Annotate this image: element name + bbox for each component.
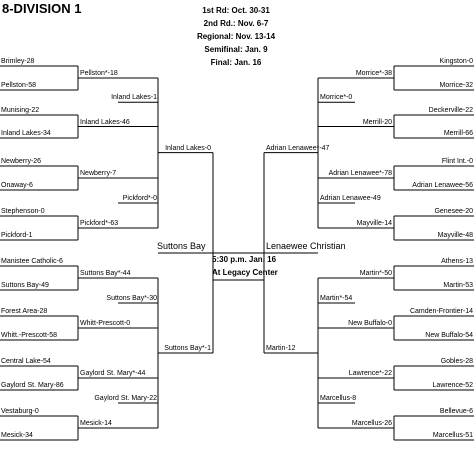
team-score: Manistee Catholic-6 (1, 258, 63, 265)
team-score: Merrill-20 (362, 118, 392, 126)
team-score: Athens-13 (441, 258, 473, 265)
team-score: Gaylord St. Mary-86 (1, 382, 64, 389)
team-score: Mesick-14 (80, 420, 112, 427)
final-venue: At Legacy Center (212, 268, 278, 277)
team-score: Pickford*-63 (80, 220, 119, 227)
division-title: 8-DIVISION 1 (2, 1, 82, 16)
team-score: Mayville-14 (356, 220, 392, 227)
team-score: Mayville-48 (437, 232, 473, 239)
team-score: Flint Int.-0 (441, 158, 473, 165)
team-score: Vestaburg-0 (1, 408, 39, 415)
team-score: Lawrence-52 (432, 382, 473, 389)
team-score: Marcellus-51 (432, 432, 473, 439)
team-score: Brimley-28 (1, 58, 35, 65)
team-score: Inland Lakes-46 (80, 118, 130, 126)
team-score: Camden-Frontier-14 (409, 308, 473, 315)
team-score: Gobles-28 (440, 358, 473, 365)
final-time: 5:30 p.m. Jan. 16 (212, 255, 277, 264)
team-score: Genesee-20 (434, 208, 473, 215)
team-score: Mesick-34 (1, 432, 33, 439)
team-score: Martin-12 (266, 345, 296, 352)
team-score: Newberry-7 (80, 170, 117, 177)
team-score: Martin*-54 (320, 295, 353, 302)
team-score: Inland Lakes-1 (111, 94, 157, 102)
team-score: Kingston-0 (439, 58, 473, 65)
team-score: Suttons Bay*-1 (164, 345, 211, 352)
team-score: Adrian Lenawee*-78 (328, 170, 392, 177)
team-score: Pickford*-0 (122, 195, 157, 202)
team-score: Onaway-6 (1, 182, 33, 189)
team-score: Morrice-32 (439, 82, 473, 89)
team-score: Pellston*-18 (80, 70, 118, 77)
team-score: Whitt-Prescott-0 (80, 320, 131, 327)
team-score: Merrill-66 (443, 130, 473, 137)
team-score: Morrice*-38 (355, 70, 392, 77)
team-score: Pickford-1 (1, 232, 33, 239)
team-score: Gaylord St. Mary-22 (94, 395, 157, 402)
team-score: Whitt.-Prescott-58 (1, 332, 58, 339)
team-score: Gaylord St. Mary*-44 (80, 370, 146, 377)
team-score: Martin*-50 (359, 270, 392, 277)
team-score: Pellston-58 (1, 82, 37, 89)
team-score: Morrice*-0 (320, 94, 353, 102)
team-score: Deckerville-22 (428, 107, 473, 114)
schedule-line: 1st Rd: Oct. 30-31 (202, 6, 270, 15)
team-score: Suttons Bay-49 (1, 282, 49, 289)
team-score: Stephenson-0 (1, 208, 45, 215)
team-score: Suttons Bay*-30 (106, 295, 157, 302)
team-score: Marcellus-8 (320, 395, 357, 402)
schedule-line: Regional: Nov. 13-14 (196, 32, 276, 41)
team-score: Central Lake-54 (1, 358, 51, 365)
team-score: Inland Lakes-34 (1, 130, 51, 137)
team-score: Lawrence*-22 (348, 370, 392, 377)
team-score: Suttons Bay*-44 (80, 270, 131, 277)
finalist-left: Suttons Bay (157, 241, 206, 251)
team-score: Munising-22 (1, 107, 40, 114)
finalist-right: Lenaewee Christian (266, 241, 346, 251)
team-score: Forest Area-28 (1, 308, 48, 315)
team-score: Bellevue-6 (439, 408, 473, 415)
team-score: Martin-53 (443, 282, 473, 289)
team-score: Inland Lakes-0 (165, 144, 211, 152)
team-score: Marcellus-26 (351, 420, 392, 427)
team-score: Adrian Lenawee-56 (412, 182, 473, 189)
team-score: Newberry-26 (1, 158, 42, 165)
team-score: New Buffalo-54 (425, 332, 473, 339)
team-score: Adrian Lenawee*-47 (266, 144, 330, 152)
schedule-line: Final: Jan. 16 (210, 58, 262, 67)
schedule-line: 2nd Rd.: Nov. 6-7 (203, 19, 269, 28)
team-score: New Buffalo-0 (348, 320, 392, 327)
schedule-line: Semifinal: Jan. 9 (204, 45, 268, 54)
team-score: Adrian Lenawee-49 (320, 195, 381, 202)
